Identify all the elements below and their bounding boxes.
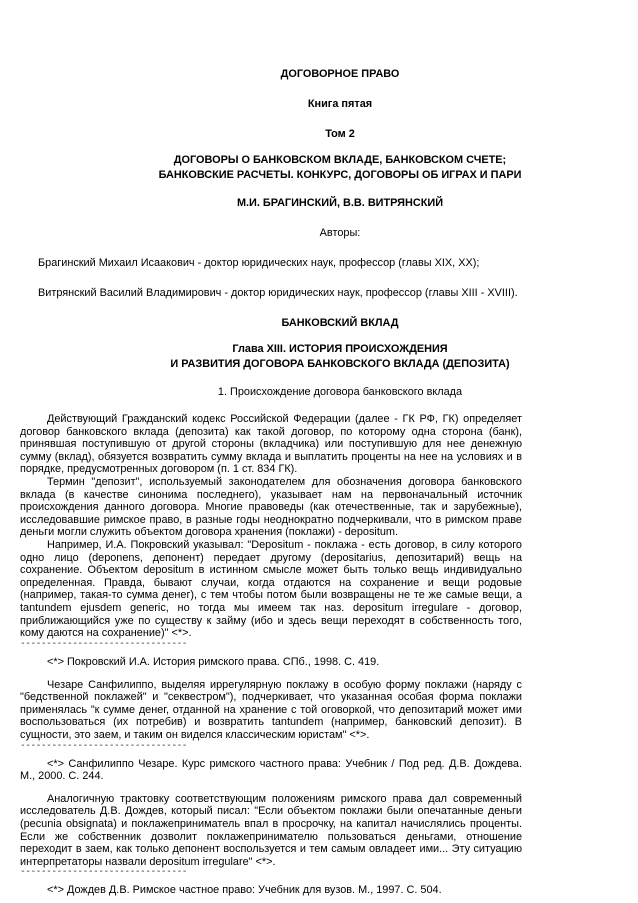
book-number: Книга пятая	[307, 98, 373, 110]
author-braginsky: Брагинский Михаил Исаакович - доктор юридических наук, профессор (главы XIX, XX);	[38, 257, 480, 269]
authors-short: М.И. БРАГИНСКИЙ, В.В. ВИТРЯНСКИЙ	[236, 197, 444, 209]
footnote-separator-3: --------------------------------	[20, 868, 188, 877]
body-text	[20, 413, 522, 897]
authors-label: Авторы:	[319, 227, 361, 239]
footnote-separator-1: --------------------------------	[20, 639, 188, 648]
book-title-line1: ДОГОВОРЫ О БАНКОВСКОМ ВКЛАДЕ, БАНКОВСКОМ СЧЕТЕ;	[173, 154, 507, 166]
footnote-separator-2: --------------------------------	[20, 741, 188, 750]
book-title	[89, 154, 591, 182]
book-title-line2: БАНКОВСКИЕ РАСЧЕТЫ. КОНКУРС, ДОГОВОРЫ ОБ ИГРАХ И ПАРИ	[158, 169, 522, 181]
paragraph-3: Например, И.А. Покровский указывал: "Depositum - поклажа - есть договор, в силу которого одно лицо (deponens, депонент) передает другому (depositarius, депозитарий) вещь на сохранение. Объектом depositum в истинном смысле может быть только вещь индивидуально определенная. Правда, бывают случаи, когда отдаются на сохранение и вещи родовые (например, такая-то сумма денег), с тем чтобы потом были возвращены не те же самые вещи, а tantundem ejusdem generic, но тогда мы имеем так наз. depositum irregulare - договор, приближающийся уже по существу к займу (ибо и здесь вещи переходят в собственность того, кому даются на сохранение)" <*>.	[20, 538, 522, 640]
chapter-title-line1: Глава XIII. ИСТОРИЯ ПРОИСХОЖДЕНИЯ	[232, 343, 448, 355]
footnote-1: <*> Покровский И.А. История римского права. СПб., 1998. С. 419.	[47, 655, 380, 668]
part-title: БАНКОВСКИЙ ВКЛАД	[281, 317, 399, 329]
author-vitryansky: Витрянский Василий Владимирович - доктор юридических наук, профессор (главы XIII - XVIII).	[38, 287, 518, 299]
volume-number: Том 2	[325, 128, 355, 140]
chapter-title	[89, 343, 591, 371]
section-title: 1. Происхождение договора банковского вклада	[217, 386, 463, 398]
header-section: ДОГОВОРНОЕ ПРАВО	[280, 68, 400, 80]
document-page	[20, 68, 591, 897]
chapter-title-line2: И РАЗВИТИЯ ДОГОВОРА БАНКОВСКОГО ВКЛАДА (ДЕПОЗИТА)	[170, 358, 510, 370]
paragraph-5: Аналогичную трактовку соответствующим положениям римского права дал современный исследователь Д.В. Дождев, который писал: "Если объектом поклажи были опечатанные деньги (pecunia obsignata) и поклажеприниматель впал в просрочку, на капитал начислялись проценты. Если же собственник дозволит поклажепринимателю пользоваться деньгами, отношение переходит в заем, как только депонент воспользуется и тем самым овладеет ими... Эту ситуацию интерпретаторы назвали depositum irregulare" <*>.	[20, 792, 522, 868]
footnote-2: <*> Санфилиппо Чезаре. Курс римского частного права: Учебник / Под ред. Д.В. Дождева. М., 2000. С. 244.	[20, 757, 522, 783]
paragraph-2: Термин "депозит", используемый законодателем для обозначения договора банковского вклада (в качестве синонима последнего), указывает нам на первоначальный источник происхождения данного договора. Многие правоведы (как отечественные, так и зарубежные), исследовавшие римское право, в разные годы неоднократно подчеркивали, что в римском праве деньги могли служить объектом договора хранения (поклажи) - depositum.	[20, 475, 522, 539]
footnote-3: <*> Дождев Д.В. Римское частное право: Учебник для вузов. М., 1997. С. 504.	[47, 884, 442, 897]
paragraph-4: Чезаре Санфилиппо, выделяя иррегулярную поклажу в особую форму поклажи (наряду с "бедственной поклажей" и "секвестром"), подчеркивает, что указанная особая форма поклажи применялась "к сумме денег, отданной на хранение с той оговоркой, что депозитарий может ими воспользоваться (их потребив) и возвратить tantundem (например, банковский депозит). В сущности, это заем, и таким он виделся классическим юристам" <*>.	[20, 678, 522, 742]
paragraph-1: Действующий Гражданский кодекс Российской Федерации (далее - ГК РФ, ГК) определяет договор банковского вклада (депозита) как такой договор, по которому одна сторона (банк), принявшая поступившую от другой стороны (вкладчика) или поступившую для нее денежную сумму (вклад), обязуется возвратить сумму вклада и выплатить проценты на нее на условиях и в порядке, предусмотренных договором (п. 1 ст. 834 ГК).	[20, 413, 522, 476]
